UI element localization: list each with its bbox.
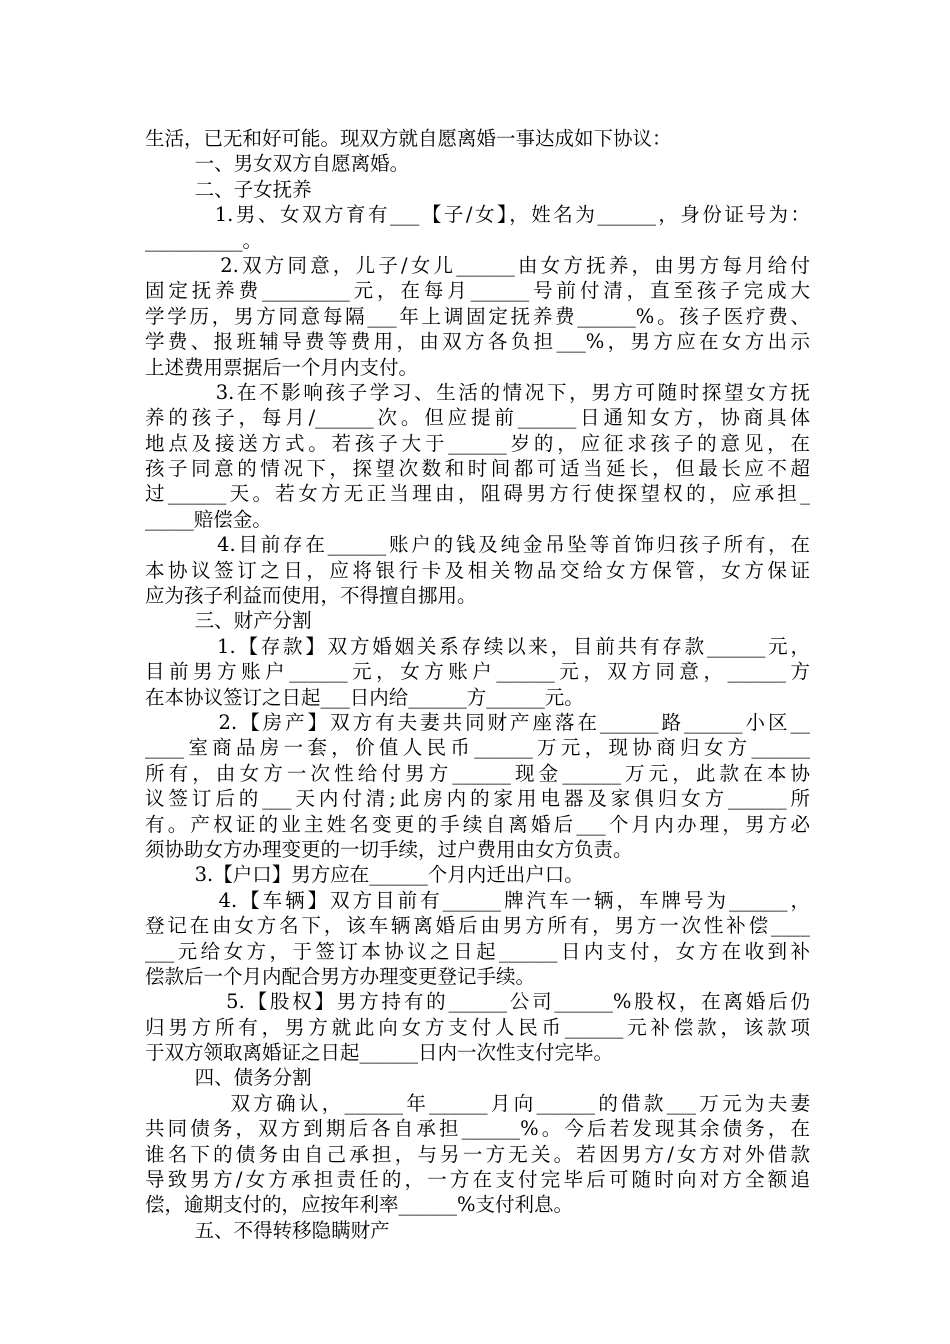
text-line: 有。产权证的业主姓名变更的手续自离婚后___个月内办理，男方必 bbox=[145, 812, 810, 836]
text-line: 于双方领取离婚证之日起______日内一次性支付完毕。 bbox=[145, 1041, 614, 1065]
text-line: 归男方所有，男方就此向女方支付人民币______元补偿款，该款项 bbox=[145, 1015, 810, 1039]
text-line: 2.双方同意，儿子/女儿______由女方抚养，由男方每月给付 bbox=[145, 253, 810, 277]
text-line: 学费、报班辅导费等费用，由双方各负担___%，男方应在女方出示 bbox=[145, 330, 810, 354]
text-line: 五、不得转移隐瞒财产 bbox=[145, 1218, 390, 1242]
text-line: 偿款后一个月内配合男方办理变更登记手续。 bbox=[145, 964, 536, 988]
text-line: 谁名下的债务由自己承担，与另一方无关。若因男方/女方对外借款 bbox=[145, 1142, 810, 1166]
text-line: 须协助女方办理变更的一切手续，过户费用由女方负责。 bbox=[145, 837, 633, 861]
text-line: 学学历，男方同意每隔___年上调固定抚养费______%。孩子医疗费、 bbox=[145, 304, 810, 328]
text-line: 固定抚养费_________元，在每月______号前付清，直至孩子完成大 bbox=[145, 279, 810, 303]
text-line: 4.目前存在______账户的钱及纯金吊坠等首饰归孩子所有，在 bbox=[145, 533, 810, 557]
text-line: 共同债务，双方到期后各自承担______%。今后若发现其余债务，在 bbox=[145, 1117, 810, 1141]
text-line: ___元给女方，于签订本协议之日起______日内支付，女方在收到补 bbox=[145, 939, 810, 963]
text-line: 过______天。若女方无正当理由，阻碍男方行使探望权的，应承担_ bbox=[145, 482, 810, 506]
text-line: 孩子同意的情况下，探望次数和时间都可适当延长，但最长应不超 bbox=[145, 457, 810, 481]
text-line: 本协议签订之日，应将银行卡及相关物品交给女方保管，女方保证 bbox=[145, 558, 810, 582]
text-line: 2.【房产】双方有夫妻共同财产座落在______路______小区__ bbox=[145, 710, 810, 734]
text-line: 导致男方/女方承担责任的，一方在支付完毕后可随时向对方全额追 bbox=[145, 1168, 810, 1192]
text-line: ____室商品房一套，价值人民币______万元，现协商归女方______ bbox=[145, 736, 810, 760]
text-line: 登记在由女方名下，该车辆离婚后由男方所有，男方一次性补偿____ bbox=[145, 914, 810, 938]
text-line: 地点及接送方式。若孩子大于______岁的，应征求孩子的意见，在 bbox=[145, 431, 810, 455]
text-line: 生活，已无和好可能。现双方就自愿离婚一事达成如下协议： bbox=[145, 127, 672, 150]
text-line: __________。 bbox=[145, 228, 263, 252]
text-line: 议签订后的___天内付清;此房内的家用电器及家俱归女方______所 bbox=[145, 787, 810, 811]
text-line: 目前男方账户______元，女方账户______元，双方同意，______方 bbox=[145, 660, 810, 684]
text-line: 所有，由女方一次性给付男方______现金______万元，此款在本协 bbox=[145, 761, 810, 785]
text-line: 3.【户口】男方应在______个月内迁出户口。 bbox=[145, 863, 584, 887]
text-line: 三、财产分割 bbox=[145, 609, 312, 633]
text-line: 应为孩子利益而使用，不得擅自挪用。 bbox=[145, 584, 477, 608]
text-line: 在本协议签订之日起___日内给______方______元。 bbox=[145, 685, 584, 709]
text-line: 上述费用票据后一个月内支付。 bbox=[145, 355, 419, 379]
text-line: 四、债务分割 bbox=[145, 1066, 312, 1090]
text-line: _____赔偿金。 bbox=[145, 507, 272, 531]
text-line: 1.男、女双方育有___【子/女】，姓名为______，身份证号为： bbox=[145, 203, 810, 227]
text-line: 二、子女抚养 bbox=[145, 177, 312, 201]
text-line: 养的孩子，每月/______次。但应提前______日通知女方，协商具体 bbox=[145, 406, 810, 430]
text-line: 4.【车辆】双方目前有______牌汽车一辆，车牌号为______， bbox=[145, 888, 810, 912]
text-line: 双方确认，______年______月向______的借款___万元为夫妻 bbox=[145, 1091, 810, 1115]
document-body bbox=[145, 126, 810, 1243]
text-line: 一、男女双方自愿离婚。 bbox=[145, 152, 410, 176]
text-line: 1.【存款】双方婚姻关系存续以来，目前共有存款______元， bbox=[145, 634, 810, 658]
text-line: 3.在不影响孩子学习、生活的情况下，男方可随时探望女方抚 bbox=[145, 380, 810, 404]
text-line: 偿，逾期支付的，应按年利率______%支付利息。 bbox=[145, 1193, 574, 1217]
text-line: 5.【股权】男方持有的______公司______%股权，在离婚后仍 bbox=[145, 990, 810, 1014]
